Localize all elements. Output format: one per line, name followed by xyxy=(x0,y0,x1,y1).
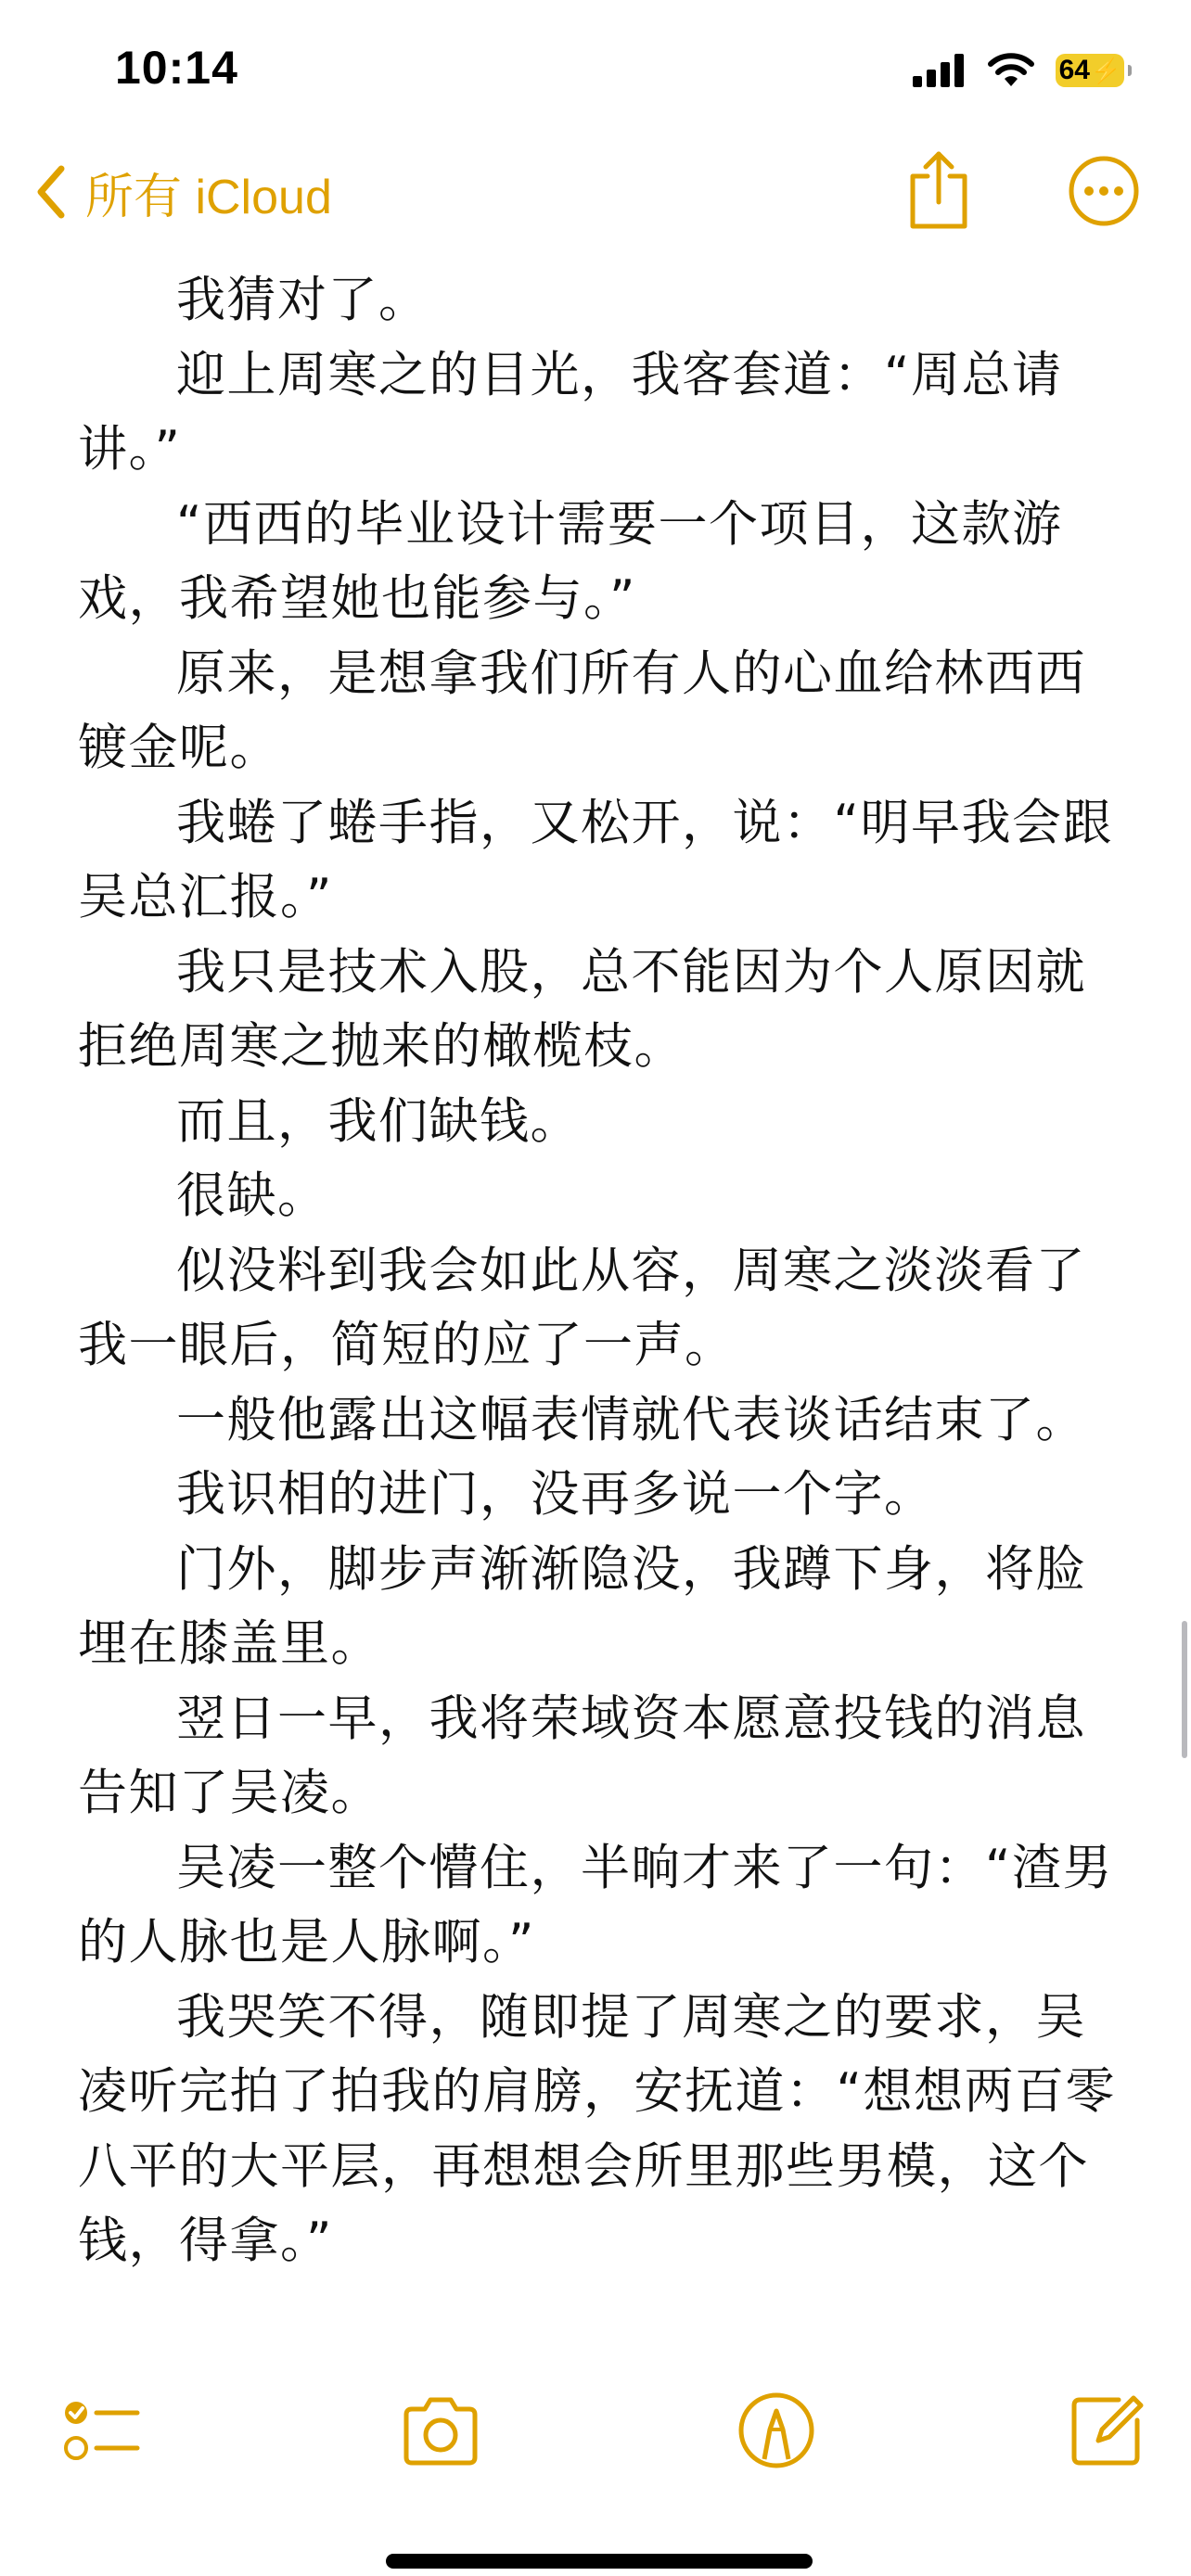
battery-level: 64 xyxy=(1058,55,1090,85)
back-button-label: 所有 iCloud xyxy=(85,170,332,224)
note-paragraph: 原来，是想拿我们所有人的心血给林西西镀金呢。 xyxy=(78,644,1086,776)
status-time: 10:14 xyxy=(115,42,238,94)
bottom-toolbar xyxy=(0,2370,1191,2491)
note-paragraph: 我只是技术入股，总不能因为个人原因就拒绝周寒之抛来的橄榄枝。 xyxy=(78,943,1086,1075)
status-bar xyxy=(0,0,1191,139)
home-indicator xyxy=(386,2554,813,2569)
wifi-icon xyxy=(987,53,1035,88)
note-paragraph: 我猜对了。 xyxy=(176,272,429,328)
status-icons xyxy=(913,50,1124,91)
back-button[interactable] xyxy=(33,158,332,226)
camera-icon[interactable] xyxy=(399,2389,482,2472)
note-paragraph: 我识相的进门，没再多说一个字。 xyxy=(176,1466,935,1523)
share-icon[interactable] xyxy=(905,148,972,232)
note-paragraph: 吴凌一整个懵住，半晌才来了一句：“渣男的人脉也是人脉啊。” xyxy=(78,1839,1113,1970)
nav-bar xyxy=(0,139,1191,260)
note-paragraph: 而且，我们缺钱。 xyxy=(176,1092,581,1150)
cellular-signal-icon xyxy=(913,54,967,87)
note-paragraph: 门外，脚步声渐渐隐没，我蹲下身，将脸埋在膝盖里。 xyxy=(78,1540,1086,1672)
note-paragraph: 迎上周寒之的目光，我客套道：“周总请讲。” xyxy=(78,346,1063,478)
note-paragraph: “西西的毕业设计需要一个项目，这款游戏，我希望她也能参与。” xyxy=(78,495,1063,627)
markup-pen-icon[interactable] xyxy=(735,2389,818,2472)
chevron-left-icon xyxy=(33,163,67,221)
note-paragraph: 翌日一早，我将荣域资本愿意投钱的消息告知了吴凌。 xyxy=(78,1690,1086,1821)
note-paragraph: 似没料到我会如此从容，周寒之淡淡看了我一眼后，简短的应了一声。 xyxy=(78,1242,1086,1373)
checklist-icon[interactable] xyxy=(59,2389,143,2472)
scroll-indicator[interactable] xyxy=(1182,1621,1187,1758)
note-paragraph: 很缺。 xyxy=(176,1167,328,1224)
compose-icon[interactable] xyxy=(1065,2389,1148,2472)
note-paragraph: 我哭笑不得，随即提了周寒之的要求，吴凌听完拍了拍我的肩膀，安抚道：“想想两百零八平的大平层，再想想会所里那些男模，这个钱，得拿。” xyxy=(78,1988,1116,2269)
note-paragraph: 一般他露出这幅表情就代表谈话结束了。 xyxy=(176,1391,1086,1448)
note-paragraph: 我蜷了蜷手指，又松开，说：“明早我会跟吴总汇报。” xyxy=(78,794,1113,925)
battery-charging-icon: 64 ⚡ xyxy=(1056,54,1124,87)
note-body[interactable] xyxy=(78,263,1126,2279)
ellipsis-circle-icon[interactable] xyxy=(1067,154,1141,228)
